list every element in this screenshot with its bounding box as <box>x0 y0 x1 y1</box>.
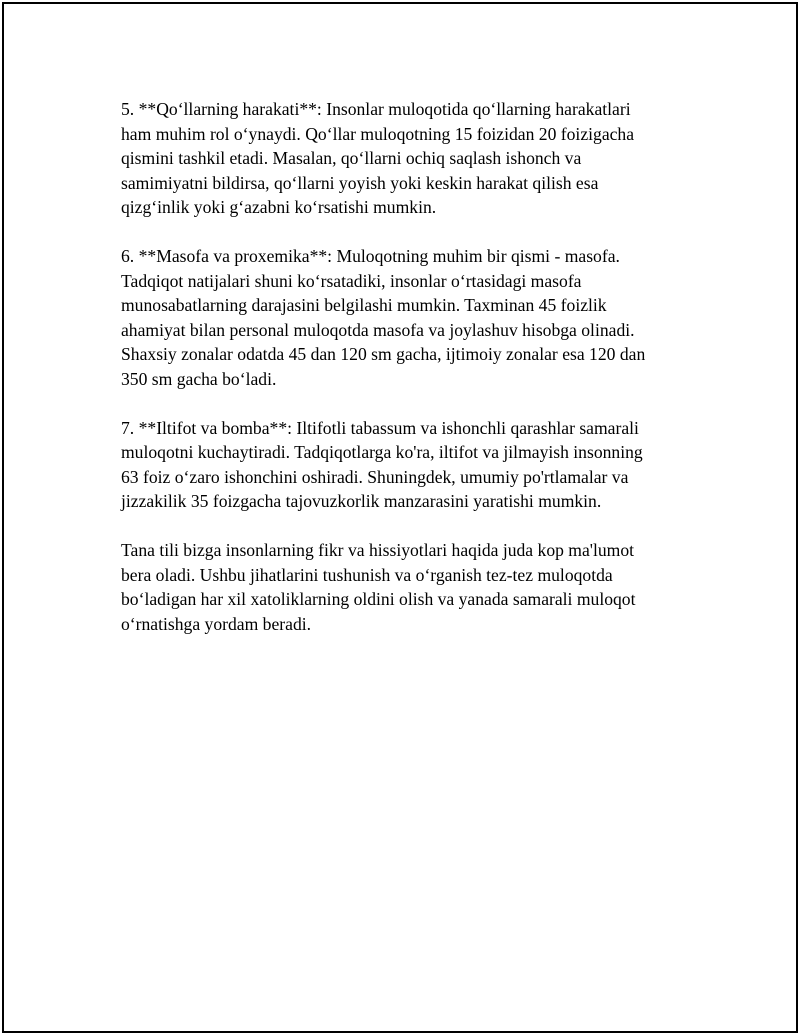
text-line: qismini tashkil etadi. Masalan, qo‘llarni ochiq saqlash ishonch va <box>121 148 582 168</box>
text-line: o‘rnatishga yordam beradi. <box>121 613 312 634</box>
document-body <box>121 97 681 661</box>
text-line: ahamiyat bilan personal muloqotda masofa va joylashuv hisobga olinadi. <box>121 319 635 340</box>
text-line: munosabatlarning darajasini belgilashi mumkin. Taxminan 45 foizlik <box>121 295 607 315</box>
text-line: qizg‘inlik yoki g‘azabni ko‘rsatishi mumkin. <box>121 197 437 217</box>
text-line: Tana tili bizga insonlarning fikr va hissiyotlari haqida juda kop ma'lumot <box>121 540 635 560</box>
text-line: bo‘ladigan har xil xatoliklarning oldini olish va yanada samarali muloqot <box>121 589 636 609</box>
text-line: ham muhim rol o‘ynaydi. Qo‘llar muloqotning 15 foizidan 20 foizigacha <box>121 123 635 144</box>
paragraph-hand-gestures <box>121 97 681 220</box>
text-line: samimiyatni bildirsa, qo‘llarni yoyish yoki keskin harakat qilish esa <box>121 172 599 193</box>
text-line: muloqotni kuchaytiradi. Tadqiqotlarga ko'ra, iltifot va jilmayish insonning <box>121 442 643 462</box>
text-line: Tadqiqot natijalari shuni ko‘rsatadiki, insonlar o‘rtasidagi masofa <box>121 270 582 291</box>
text-line: 5. **Qo‘llarning harakati**: Insonlar muloqotida qo‘llarning harakatlari <box>121 99 631 119</box>
text-line: jizzakilik 35 foizgacha tajovuzkorlik manzarasini yaratishi mumkin. <box>121 491 602 511</box>
text-line: Shaxsiy zonalar odatda 45 dan 120 sm gacha, ijtimoiy zonalar esa 120 dan <box>121 344 646 364</box>
text-line: 6. **Masofa va proxemika**: Muloqotning muhim bir qismi - masofa. <box>121 246 620 266</box>
text-line: bera oladi. Ushbu jihatlarini tushunish va o‘rganish tez-tez muloqotda <box>121 564 613 585</box>
paragraph-compliments <box>121 416 681 514</box>
paragraph-conclusion <box>121 538 681 636</box>
text-line: 350 sm gacha bo‘ladi. <box>121 368 277 389</box>
page-frame <box>2 2 798 1033</box>
text-line: 63 foiz o‘zaro ishonchini oshiradi. Shuningdek, umumiy po'rtlamalar va <box>121 466 629 487</box>
text-line: 7. **Iltifot va bomba**: Iltifotli tabassum va ishonchli qarashlar samarali <box>121 417 639 438</box>
paragraph-distance-proxemics <box>121 244 681 391</box>
